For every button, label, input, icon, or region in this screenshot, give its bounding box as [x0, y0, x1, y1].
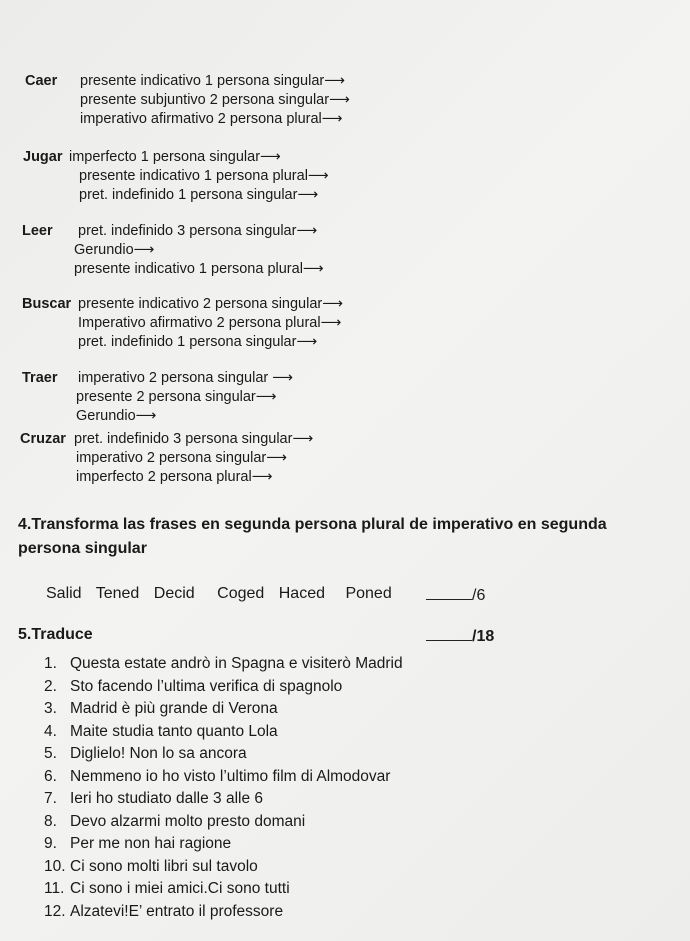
section-4-score [426, 585, 485, 605]
conjugation-form: imperativo 2 persona singular ⟶ [78, 370, 294, 386]
conjugation-form: imperfecto 2 persona plural⟶ [76, 469, 273, 485]
list-item: 2. Sto facendo l’ultima verifica di spagnolo [44, 677, 343, 695]
verb-label: Traer [22, 370, 58, 386]
list-item: 1. Questa estate andrò in Spagna e visiterò Madrid [44, 655, 403, 672]
imperative-verb: Salid [46, 585, 82, 602]
conjugation-buscar [22, 295, 582, 355]
conjugation-form: Imperativo afirmativo 2 persona plural⟶ [78, 315, 342, 331]
conjugation-form: presente indicativo 1 persona singular⟶ [80, 73, 346, 89]
conjugation-form: presente indicativo 1 persona plural⟶ [79, 168, 329, 184]
imperative-verb: Poned [345, 585, 392, 602]
score-total: /18 [472, 628, 495, 645]
conjugation-form: presente indicativo 2 persona singular⟶ [78, 296, 344, 312]
conjugation-form: Gerundio⟶ [76, 408, 157, 424]
list-item: 9. Per me non hai ragione [44, 835, 232, 852]
conjugation-form: presente indicativo 1 persona plural⟶ [74, 261, 324, 277]
verb-label: Jugar [23, 149, 63, 165]
conjugation-form: imperativo 2 persona singular⟶ [76, 450, 288, 466]
section-5-score [426, 626, 494, 646]
conjugation-cruzar [20, 430, 580, 490]
conjugation-form: pret. indefinido 1 persona singular⟶ [78, 334, 318, 350]
conjugation-caer [25, 72, 585, 132]
imperative-verb: Haced [278, 585, 325, 602]
conjugation-form: Gerundio⟶ [74, 242, 155, 258]
conjugation-form: pret. indefinido 3 persona singular⟶ [74, 431, 314, 447]
conjugation-leer [22, 222, 582, 282]
conjugation-form: imperativo afirmativo 2 persona plural⟶ [80, 111, 343, 127]
list-item: 3. Madrid è più grande di Verona [44, 700, 278, 717]
list-item: 12. Alzatevi!E’ entrato il professore [44, 902, 284, 920]
conjugation-form: pret. indefinido 3 persona singular⟶ [78, 223, 318, 239]
list-item: 6. Nemmeno io ho visto l’ultimo film di Almodovar [44, 767, 391, 785]
conjugation-form: presente subjuntivo 2 persona singular⟶ [80, 92, 350, 108]
list-item: 7. Ieri ho studiato dalle 3 alle 6 [44, 790, 264, 807]
verb-label: Buscar [22, 296, 72, 312]
conjugation-traer [22, 369, 582, 429]
list-item: 4. Maite studia tanto quanto Lola [44, 722, 278, 740]
list-item: 10. Ci sono molti libri sul tavolo [44, 857, 258, 875]
score-blank[interactable] [426, 626, 472, 641]
verb-label: Cruzar [20, 431, 66, 447]
list-item: 11. Ci sono i miei amici.Ci sono tutti [44, 880, 290, 897]
imperative-verb: Decid [153, 585, 195, 602]
imperative-verb: Coged [217, 585, 265, 602]
section-5-title: 5.Traduce [18, 626, 93, 643]
conjugation-jugar [23, 148, 583, 208]
verb-label: Caer [25, 73, 58, 89]
list-item: 8. Devo alzarmi molto presto domani [44, 812, 306, 830]
score-blank[interactable] [426, 585, 472, 600]
conjugation-form: presente 2 persona singular⟶ [76, 389, 277, 405]
conjugation-form: pret. indefinido 1 persona singular⟶ [79, 187, 319, 203]
imperative-verbs-row [46, 585, 402, 603]
conjugation-form: imperfecto 1 persona singular⟶ [69, 149, 281, 165]
score-total: /6 [472, 587, 486, 604]
list-item: 5. Diglielo! Non lo sa ancora [44, 745, 247, 762]
section-4-title: 4.Transforma las frases en segunda persona plural de imperativo en segunda persona singular [18, 516, 607, 557]
imperative-verb: Tened [95, 585, 140, 602]
translation-list [44, 653, 403, 923]
verb-label: Leer [22, 223, 53, 239]
